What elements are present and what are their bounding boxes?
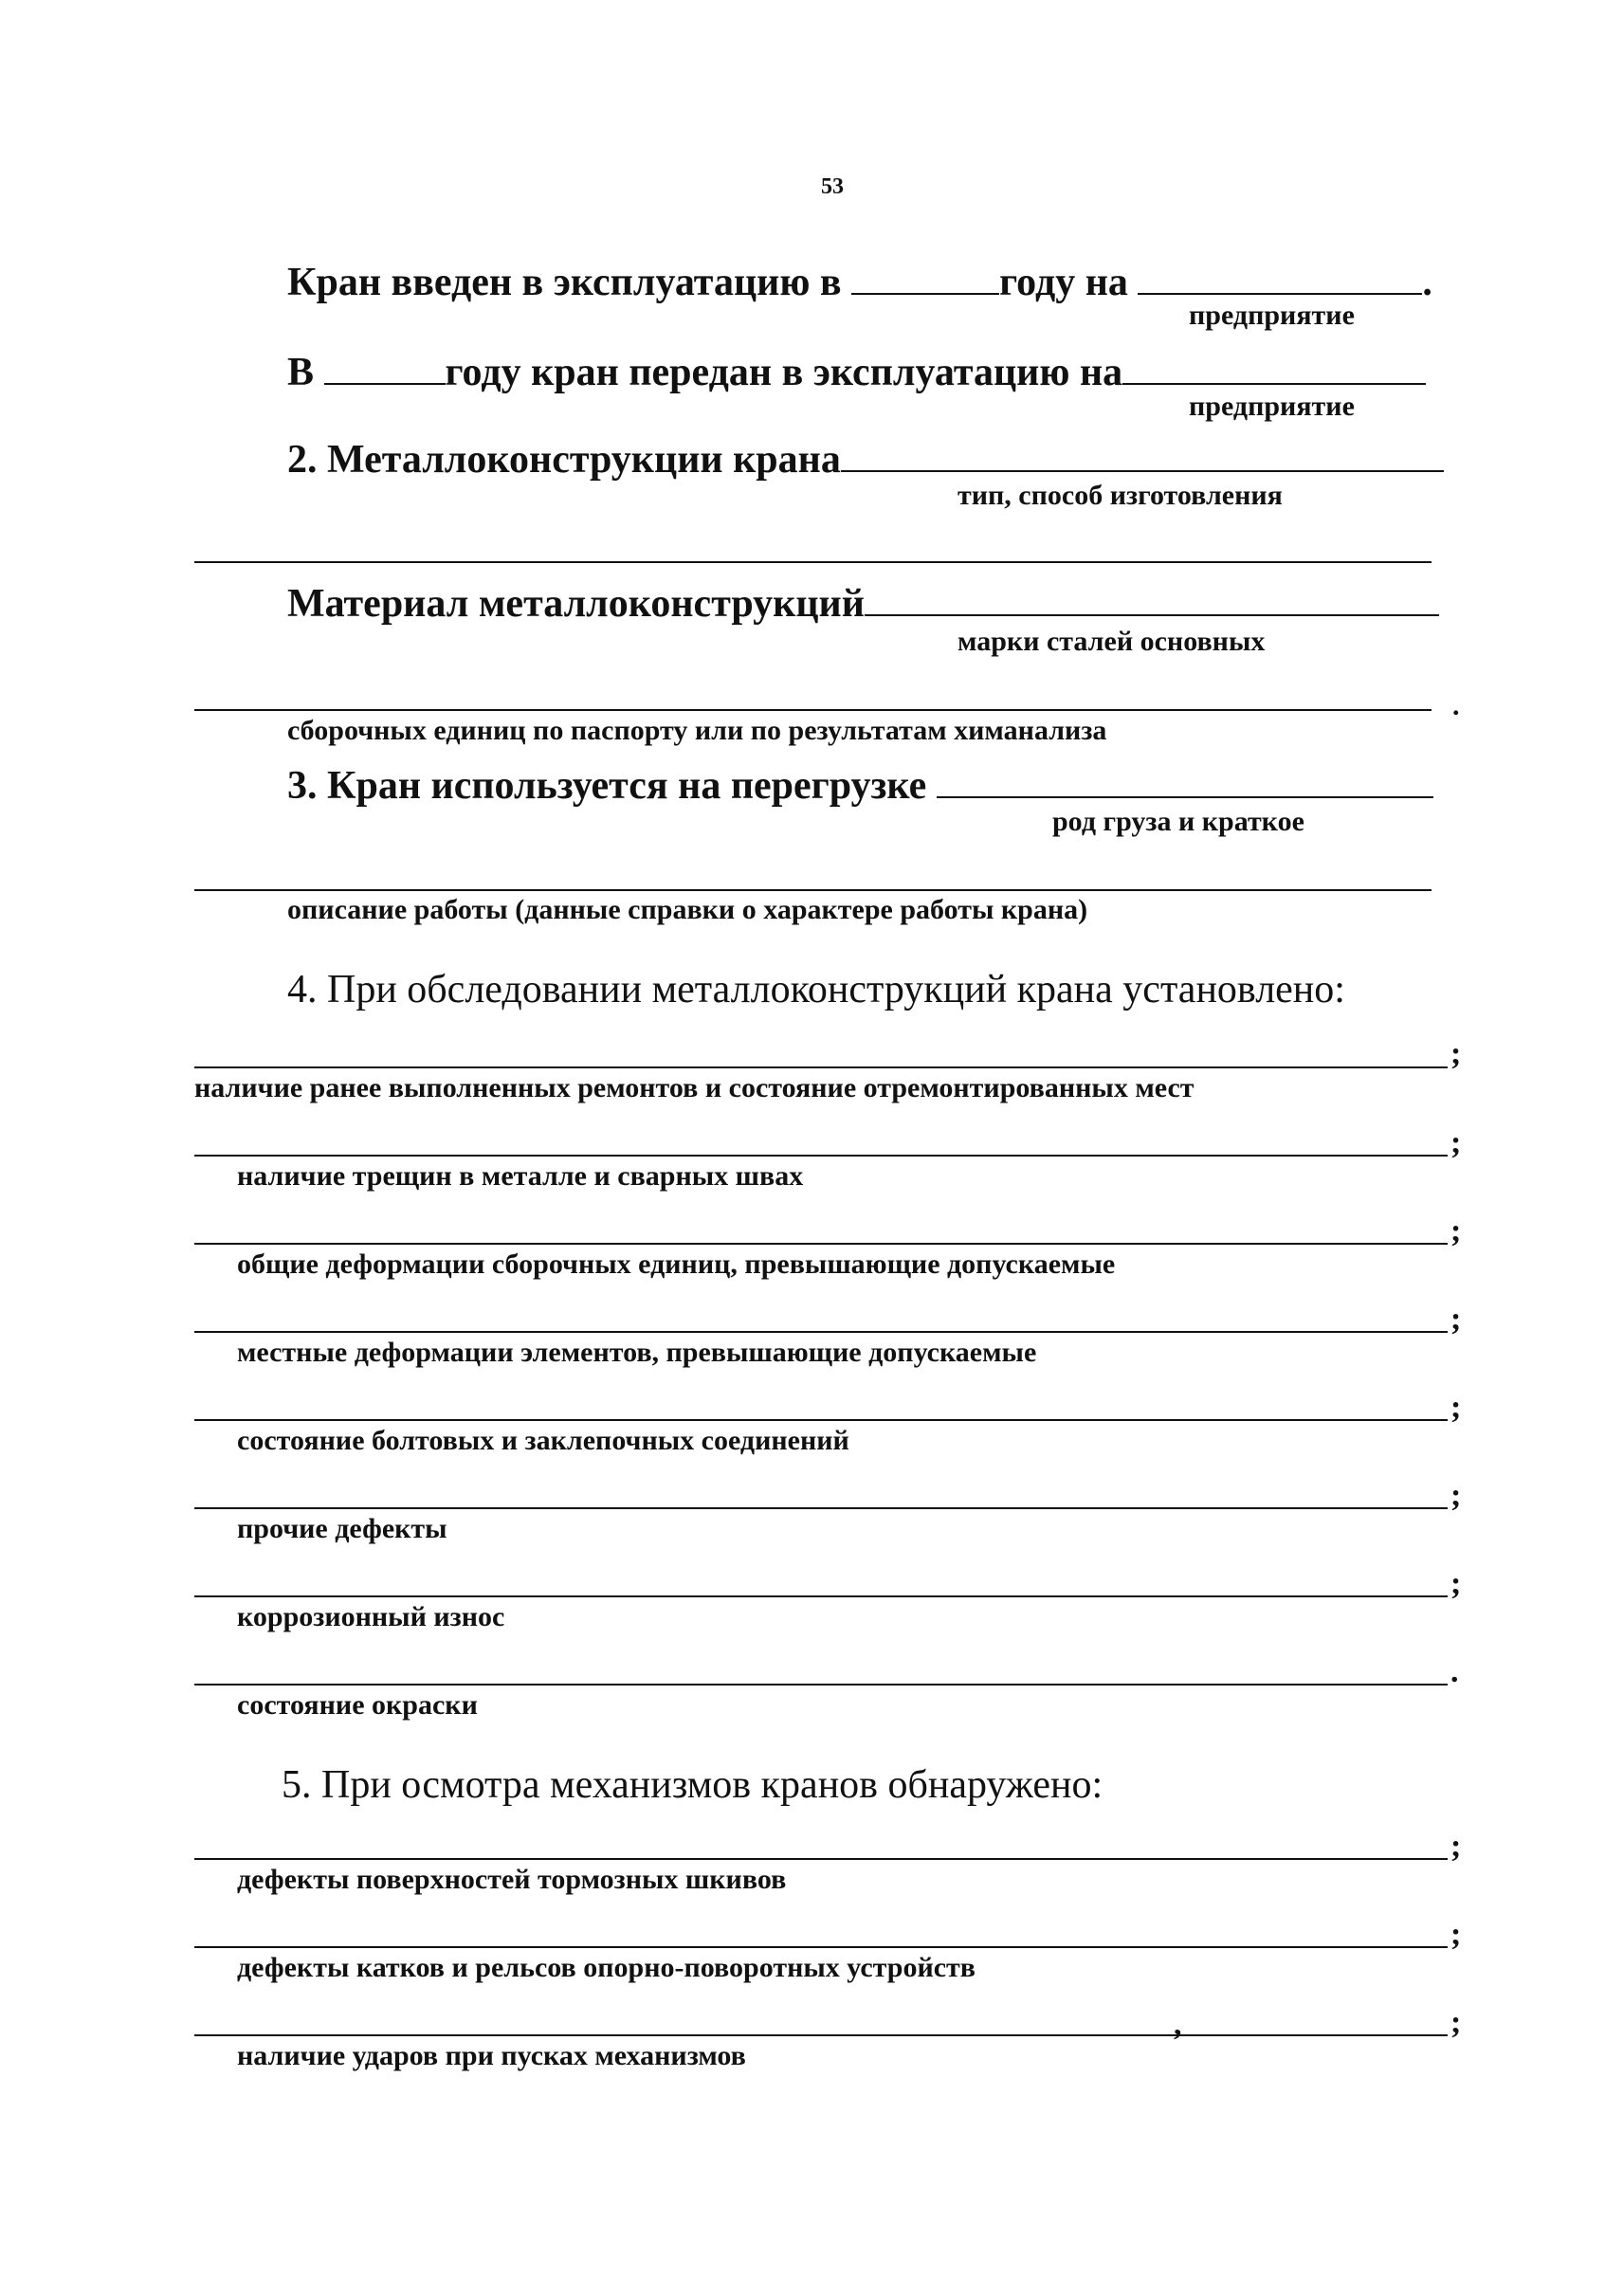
inspection-sep-2: ; — [1450, 1125, 1462, 1160]
inspection-caption-5: состояние болтовых и заклепочных соединений — [237, 1425, 849, 1456]
transshipment-continuation-line[interactable] — [194, 889, 1432, 891]
mechanisms-mark-3: , — [1174, 2007, 1182, 2042]
inspection-sep-8: . — [1450, 1654, 1459, 1689]
transshipment-label: 3. Кран используется на перегрузке — [287, 764, 937, 808]
inspection-caption-1: наличие ранее выполненных ремонтов и состояние отремонтированных мест — [194, 1072, 1194, 1103]
mechanisms-heading: 5. При осмотра механизмов кранов обнаружено: — [282, 1763, 1103, 1807]
transfer-text-1: В — [287, 351, 324, 394]
inspection-line-8[interactable] — [194, 1684, 1448, 1686]
mechanisms-caption-3: наличие ударов при пусках механизмов — [237, 2040, 746, 2071]
inspection-line-1[interactable] — [194, 1066, 1448, 1068]
enterprise-blank[interactable] — [1138, 261, 1422, 295]
inspection-sep-4: ; — [1450, 1302, 1462, 1337]
inspection-sep-3: ; — [1450, 1213, 1462, 1248]
material-dot: . — [1452, 690, 1460, 721]
material-caption-2: сборочных единиц по паспорту или по результатам химанализа — [287, 715, 1107, 746]
inspection-sep-5: ; — [1450, 1390, 1462, 1425]
mechanisms-caption-1: дефекты поверхностей тормозных шкивов — [237, 1864, 787, 1895]
inspection-caption-2: наличие трещин в металле и сварных швах — [237, 1160, 804, 1192]
material-blank[interactable] — [865, 582, 1439, 616]
transshipment-line — [287, 764, 1433, 806]
mechanisms-sep-2: ; — [1450, 1917, 1462, 1952]
transshipment-caption-2: описание работы (данные справки о характере работы крана) — [287, 894, 1088, 925]
transfer-year-blank[interactable] — [324, 351, 446, 385]
inspection-caption-7: коррозионный износ — [237, 1601, 505, 1632]
inspection-sep-6: ; — [1450, 1478, 1462, 1513]
inspection-caption-8: состояние окраски — [237, 1689, 478, 1721]
inspection-caption-6: прочие дефекты — [237, 1513, 447, 1544]
mechanisms-line-2[interactable] — [194, 1946, 1448, 1948]
metal-structures-caption: тип, способ изготовления — [957, 480, 1283, 511]
commissioning-text-1: Кран введен в эксплуатацию в — [287, 261, 852, 304]
inspection-caption-3: общие деформации сборочных единиц, превышающие допускаемые — [237, 1248, 1116, 1280]
inspection-heading: 4. При обследовании металлоконструкций крана установлено: — [287, 968, 1345, 1011]
material-label: Материал металлоконструкций — [287, 582, 865, 626]
inspection-line-2[interactable] — [194, 1155, 1448, 1157]
transshipment-blank[interactable] — [937, 764, 1433, 798]
transshipment-caption-1: род груза и краткое — [1052, 806, 1304, 837]
inspection-line-6[interactable] — [194, 1507, 1448, 1509]
inspection-line-7[interactable] — [194, 1595, 1448, 1597]
metal-structures-blank[interactable] — [841, 438, 1444, 472]
transfer-line — [287, 351, 1426, 392]
page-number: 53 — [821, 174, 844, 199]
transfer-enterprise-caption: предприятие — [1189, 391, 1355, 422]
inspection-line-4[interactable] — [194, 1331, 1448, 1333]
transfer-enterprise-blank[interactable] — [1122, 351, 1426, 385]
transfer-text-2: году кран передан в эксплуатацию на — [445, 351, 1123, 394]
commissioning-text-2: году на — [999, 261, 1128, 304]
commissioning-line — [287, 261, 1432, 302]
inspection-caption-4: местные деформации элементов, превышающие допускаемые — [237, 1337, 1037, 1368]
year-blank[interactable] — [851, 261, 999, 295]
enterprise-caption: предприятие — [1189, 300, 1355, 331]
inspection-line-3[interactable] — [194, 1243, 1448, 1245]
mechanisms-line-1[interactable] — [194, 1858, 1448, 1860]
inspection-sep-7: ; — [1450, 1566, 1462, 1601]
mechanisms-line-3[interactable] — [194, 2034, 1448, 2036]
mechanisms-sep-1: ; — [1450, 1829, 1462, 1864]
mechanisms-sep-3: ; — [1450, 2005, 1462, 2040]
material-continuation-line[interactable] — [194, 709, 1432, 711]
material-caption-1: марки сталей основных — [957, 626, 1266, 657]
material-line — [287, 582, 1439, 624]
metal-structures-continuation-line[interactable] — [194, 561, 1432, 563]
inspection-line-5[interactable] — [194, 1419, 1448, 1421]
metal-structures-line — [287, 438, 1444, 480]
line1-end-dot: . — [1422, 261, 1432, 304]
inspection-sep-1: ; — [1450, 1036, 1462, 1071]
metal-structures-label: 2. Металлоконструкции крана — [287, 438, 841, 482]
mechanisms-caption-2: дефекты катков и рельсов опорно-поворотных устройств — [237, 1952, 976, 1983]
